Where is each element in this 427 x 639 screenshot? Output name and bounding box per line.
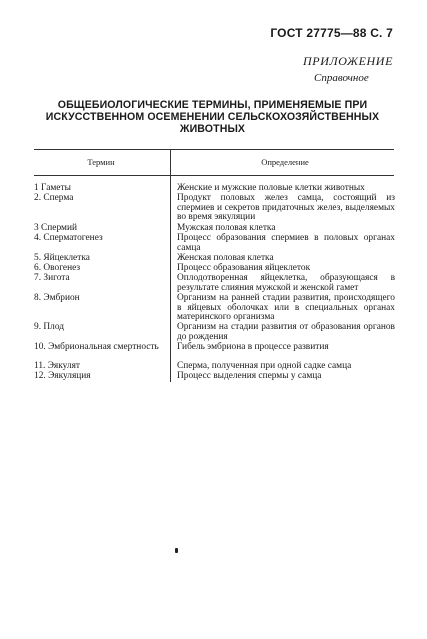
- term-cell: 9. Плод: [34, 322, 65, 332]
- table-column-divider: [170, 149, 171, 382]
- definition-cell: Организм на стадии развития от образования органов до рождения: [177, 322, 395, 342]
- definition-cell: Сперма, полученная при одной садке самца: [177, 361, 352, 371]
- term-cell: 2. Сперма: [34, 193, 74, 203]
- term-cell: 4. Сперматогенез: [34, 233, 103, 243]
- term-cell: 10. Эмбриональная смертность: [34, 342, 159, 352]
- page-reference: ГОСТ 27775—88 С. 7: [270, 26, 393, 40]
- term-cell: 12. Эякуляция: [34, 371, 91, 381]
- column-header-definition: Определение: [261, 157, 309, 167]
- column-header-term: Термин: [87, 157, 115, 167]
- definition-cell: Процесс выделения спермы у самца: [177, 371, 322, 381]
- term-cell: 7. Зигота: [34, 273, 70, 283]
- definition-cell: Продукт половых желез самца, состоящий из спермиев и секретов придаточных желез, выделяемых во время эякуляции: [177, 193, 395, 222]
- definition-cell: Процесс образования спермиев в половых органах самца: [177, 233, 395, 253]
- table-top-rule: [34, 149, 394, 150]
- term-cell: 1 Гаметы: [34, 183, 71, 193]
- table-header-rule: [34, 175, 394, 176]
- definition-cell: Оплодотворенная яйцеклетка, образующаяся в результате слияния мужской и женской гамет: [177, 273, 395, 293]
- term-cell: 8. Эмбрион: [34, 293, 80, 303]
- definition-cell: Женские и мужские половые клетки животных: [177, 183, 365, 193]
- appendix-subtitle: Справочное: [314, 72, 369, 84]
- document-title: ОБЩЕБИОЛОГИЧЕСКИЕ ТЕРМИНЫ, ПРИМЕНЯЕМЫЕ ПРИ ИСКУССТВЕННОМ ОСЕМЕНЕНИИ СЕЛЬСКОХОЗЯЙСТВЕННЫХ ЖИВОТНЫХ: [45, 99, 380, 135]
- appendix-label: ПРИЛОЖЕНИЕ: [303, 54, 393, 68]
- definition-cell: Гибель эмбриона в процессе развития: [177, 342, 329, 352]
- term-cell: 5. Яйцеклетка: [34, 253, 90, 263]
- term-cell: 6. Овогенез: [34, 263, 81, 273]
- definition-cell: Процесс образования яйцеклеток: [177, 263, 311, 273]
- term-cell: 3 Спермий: [34, 223, 77, 233]
- ink-dot: [175, 548, 178, 553]
- definition-cell: Мужская половая клетка: [177, 223, 276, 233]
- definition-cell: Женская половая клетка: [177, 253, 274, 263]
- term-cell: 11. Эякулят: [34, 361, 80, 371]
- definition-cell: Организм на ранней стадии развития, происходящего в яйцевых оболочках или в специальных органах материнского организма: [177, 293, 395, 322]
